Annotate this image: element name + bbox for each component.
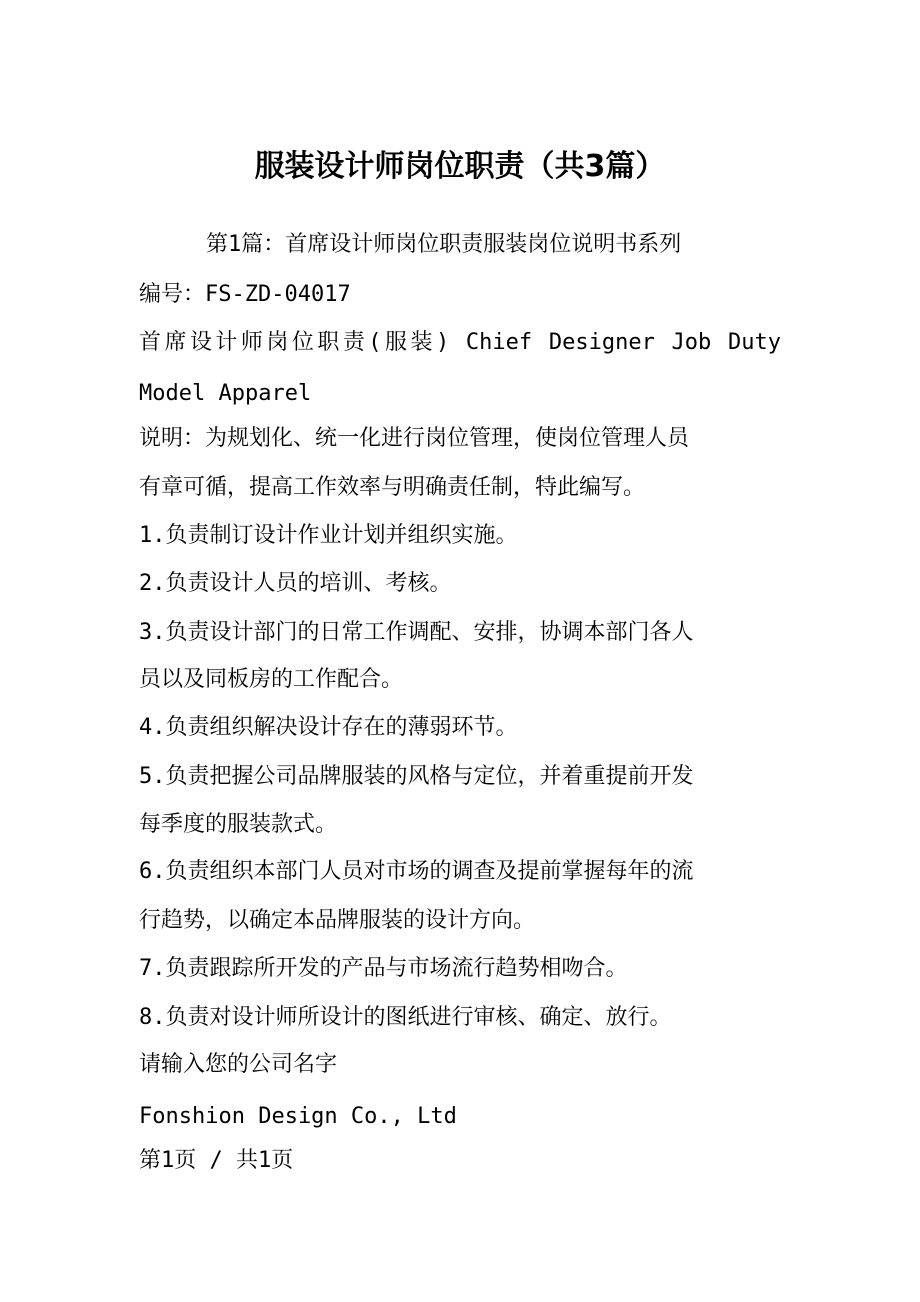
list-item: 4.负责组织解决设计存在的薄弱环节。 — [139, 715, 518, 740]
list-item: 每季度的服装款式。 — [139, 812, 338, 837]
document-code: 编号：FS-ZD-04017 — [139, 282, 351, 307]
list-item: 8.负责对设计师所设计的图纸进行审核、确定、放行。 — [139, 1005, 672, 1030]
list-item: 员以及同板房的工作配合。 — [139, 667, 404, 692]
page-info: 第1页 / 共1页 — [139, 1148, 294, 1173]
list-item: 行趋势，以确定本品牌服装的设计方向。 — [139, 908, 536, 933]
list-item: 1.负责制订设计作业计划并组织实施。 — [139, 523, 518, 548]
intro-line-2: 有章可循，提高工作效率与明确责任制，特此编写。 — [139, 475, 646, 500]
company-prompt: 请输入您的公司名字 — [139, 1052, 338, 1077]
heading-line-1: 首席设计师岗位职责(服装) Chief Designer Job Duty — [139, 330, 781, 355]
chapter-subtitle: 第1篇：首席设计师岗位职责服装岗位说明书系列 — [206, 232, 682, 257]
list-item: 3.负责设计部门的日常工作调配、安排，协调本部门各人 — [139, 620, 694, 645]
list-item: 2.负责设计人员的培训、考核。 — [139, 571, 452, 596]
company-name: Fonshion Design Co., Ltd — [139, 1104, 457, 1129]
list-item: 6.负责组织本部门人员对市场的调查及提前掌握每年的流 — [139, 859, 694, 884]
heading-line-2: Model Apparel — [139, 381, 312, 406]
list-item: 7.负责跟踪所开发的产品与市场流行趋势相吻合。 — [139, 956, 628, 981]
intro-line-1: 说明：为规划化、统一化进行岗位管理，使岗位管理人员 — [139, 426, 690, 451]
document-title: 服装设计师岗位职责（共3篇） — [254, 149, 666, 184]
list-item: 5.负责把握公司品牌服装的风格与定位，并着重提前开发 — [139, 764, 694, 789]
